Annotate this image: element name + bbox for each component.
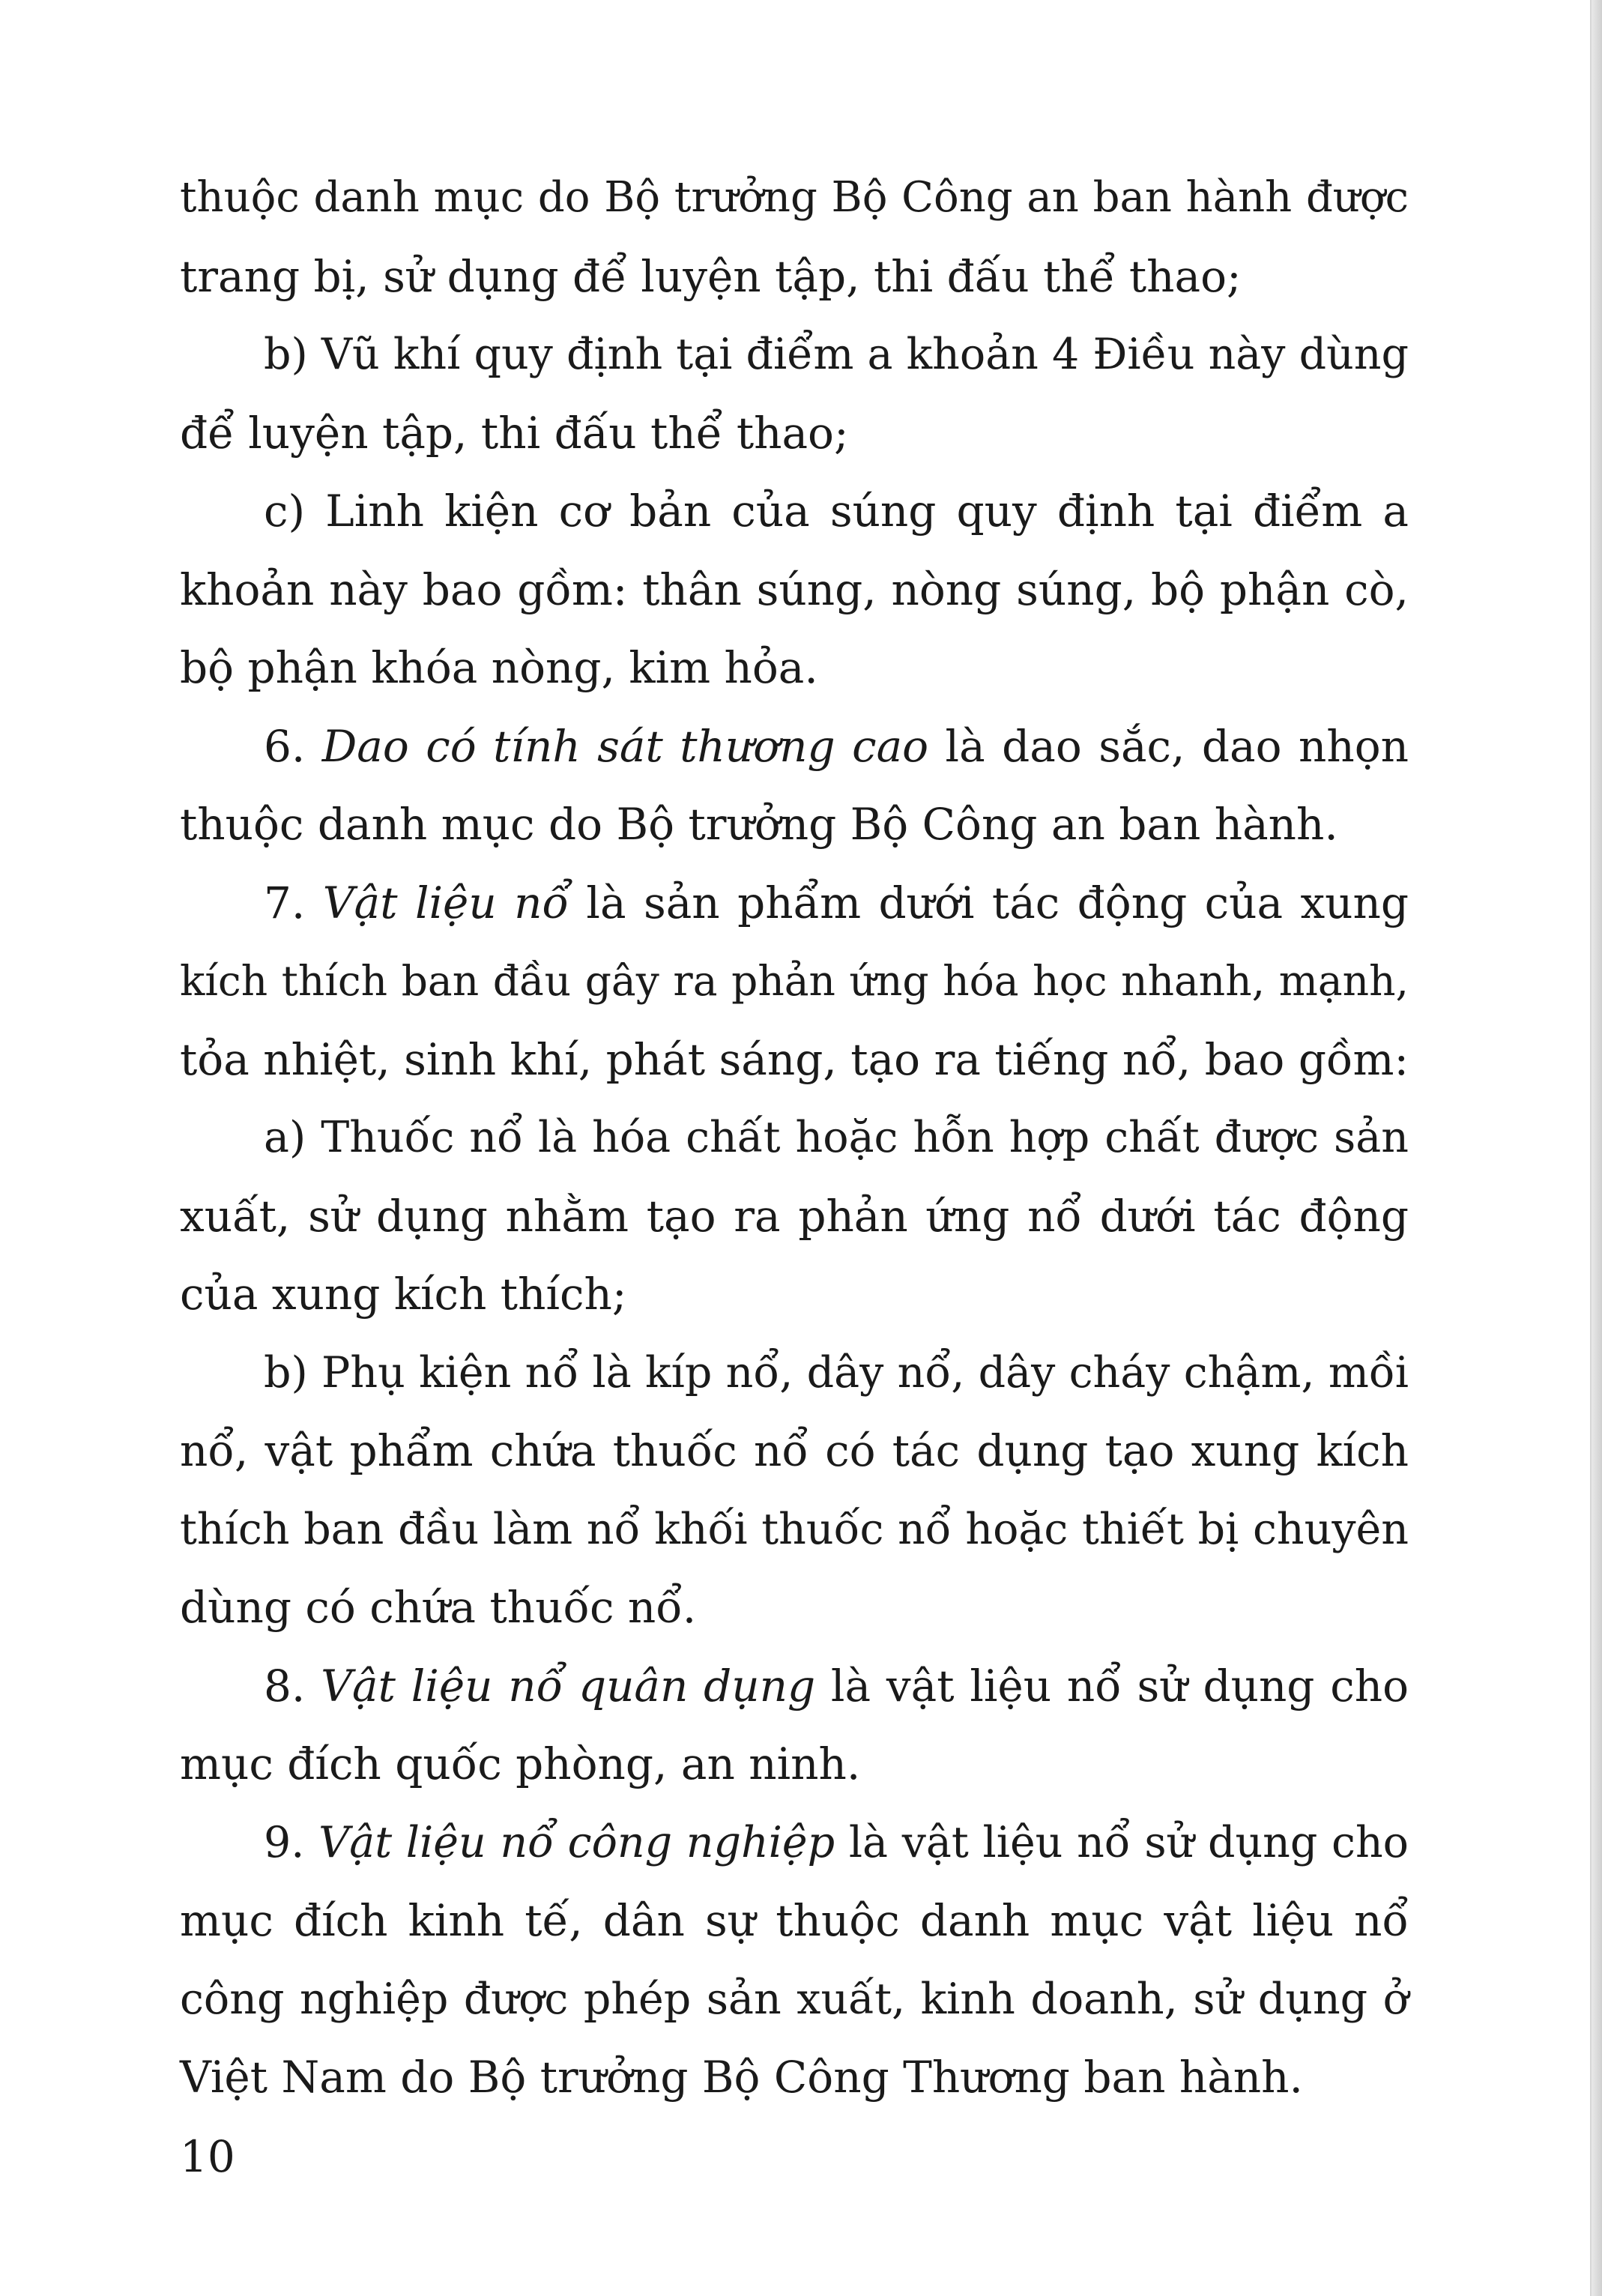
defined-term: Dao có tính sát thương cao [321,720,929,772]
text-line: b) Vũ khí quy định tại điểm a khoản 4 Điều này dùng [264,330,1409,379]
text-line [180,1647,1409,1726]
item-number: 6. [264,720,322,772]
text-line: bộ phận khóa nòng, kim hỏa. [180,642,818,693]
text-line: thuộc danh mục do Bộ trưởng Bộ Công an ban hành. [180,799,1338,850]
text-line: để luyện tập, thi đấu thể thao; [180,407,849,459]
text-line: mục đích quốc phòng, an ninh. [180,1738,861,1789]
text-line [180,864,1409,943]
text-line: của xung kích thích; [180,1269,627,1320]
definition-text: là dao sắc, dao nhọn [928,720,1409,772]
text-line: c) Linh kiện cơ bản của súng quy định tại điểm a [264,486,1409,537]
defined-term: Vật liệu nổ quân dụng [321,1660,816,1712]
page-number: 10 [180,2131,235,2182]
text-line: kích thích ban đầu gây ra phản ứng hóa học nhanh, mạnh, [180,957,1409,1005]
text-line [180,1804,1409,1882]
text-line: công nghiệp được phép sản xuất, kinh doanh, sử dụng ở [180,1974,1409,2024]
text-line [180,707,1409,786]
text-line: mục đích kinh tế, dân sự thuộc danh mục vật liệu nổ [180,1895,1409,1946]
definition-text: là vật liệu nổ sử dụng cho [815,1660,1409,1712]
page-edge [1592,0,1602,2296]
text-line: xuất, sử dụng nhằm tạo ra phản ứng nổ dưới tác động [180,1190,1409,1242]
definition-text: là sản phẩm dưới tác động của xung [569,877,1409,928]
item-number: 7. [264,877,323,928]
item-number: 8. [264,1660,321,1712]
text-line: tỏa nhiệt, sinh khí, phát sáng, tạo ra tiếng nổ, bao gồm: [180,1033,1409,1085]
text-line: khoản này bao gồm: thân súng, nòng súng, bộ phận cò, [180,564,1409,615]
defined-term: Vật liệu nổ [322,877,569,928]
text-line: trang bị, sử dụng để luyện tập, thi đấu thể thao; [180,250,1242,302]
text-line: nổ, vật phẩm chứa thuốc nổ có tác dụng tạo xung kích [180,1425,1409,1476]
text-line: Việt Nam do Bộ trưởng Bộ Công Thương ban hành. [180,2052,1303,2103]
body-text [180,159,1409,2117]
text-line: a) Thuốc nổ là hóa chất hoặc hỗn hợp chất được sản [264,1113,1409,1162]
definition-text: là vật liệu nổ sử dụng cho [835,1817,1409,1867]
defined-term: Vật liệu nổ công nghiệp [318,1817,835,1867]
text-line: dùng có chứa thuốc nổ. [180,1582,697,1633]
text-line: b) Phụ kiện nổ là kíp nổ, dây nổ, dây cháy chậm, mồi [264,1347,1409,1398]
text-line: thích ban đầu làm nổ khối thuốc nổ hoặc thiết bị chuyên [180,1504,1409,1554]
text-line: thuộc danh mục do Bộ trưởng Bộ Công an ban hành được [180,173,1409,222]
item-number: 9. [264,1817,319,1867]
